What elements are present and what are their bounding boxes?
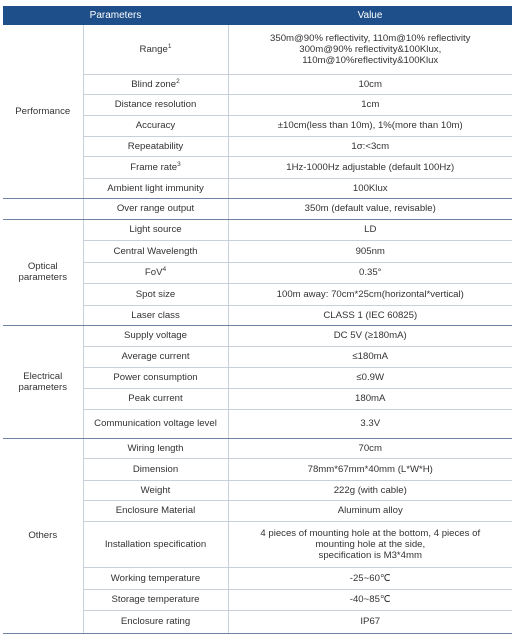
value-cell xyxy=(228,178,512,198)
value-cell xyxy=(228,610,512,633)
value-cell xyxy=(228,589,512,610)
parameter-label: Frame rate xyxy=(130,161,178,173)
parameter-cell xyxy=(83,178,228,198)
value-line: 300m@90% reflectivity&100Klux, xyxy=(299,43,442,55)
parameter-label: Communication voltage level xyxy=(94,418,217,429)
value-line: 1Hz-1000Hz adjustable (default 100Hz) xyxy=(286,161,455,173)
table-body xyxy=(3,25,512,633)
footnote-marker: 1 xyxy=(167,42,172,50)
parameter-cell xyxy=(83,367,228,388)
header-parameters: Parameters xyxy=(3,6,228,25)
parameter-cell xyxy=(83,438,228,458)
value-line: 110m@10%reflectivity&100Klux xyxy=(302,54,439,66)
value-line: 1cm xyxy=(361,99,380,110)
value-line: 100Klux xyxy=(352,182,388,194)
value-line: 350m (default value, revisable) xyxy=(304,203,436,214)
group-label: Performance xyxy=(3,25,83,198)
value-cell xyxy=(228,25,512,74)
parameter-cell xyxy=(83,458,228,480)
value-cell xyxy=(228,198,512,219)
table-row xyxy=(3,219,512,240)
group-label: Others xyxy=(3,438,83,633)
value-line: ≤180mA xyxy=(352,351,389,362)
value-line: 350m@90% reflectivity, 110m@10% reflectivity xyxy=(270,32,471,44)
value-line: 905nm xyxy=(355,245,385,257)
parameter-label: Central Wavelength xyxy=(113,245,198,257)
parameter-cell xyxy=(83,136,228,156)
parameter-cell xyxy=(83,305,228,325)
parameter-cell xyxy=(83,346,228,367)
value-cell xyxy=(228,136,512,156)
value-line: DC 5V (≥180mA) xyxy=(333,330,407,341)
value-line: -40~85℃ xyxy=(349,594,391,605)
parameter-label: Enclosure Material xyxy=(115,505,196,516)
table-row xyxy=(3,198,512,219)
parameter-cell xyxy=(83,589,228,610)
table-header xyxy=(3,6,512,25)
value-line: 3.3V xyxy=(360,418,381,429)
parameter-cell xyxy=(83,94,228,115)
parameter-cell xyxy=(83,409,228,438)
value-line: CLASS 1 (IEC 60825) xyxy=(323,309,418,321)
parameter-label: Wiring length xyxy=(127,442,184,454)
parameter-cell xyxy=(83,219,228,240)
parameter-cell xyxy=(83,74,228,94)
parameter-label: Installation specification xyxy=(104,538,207,550)
parameter-cell xyxy=(83,198,228,219)
parameter-cell xyxy=(83,567,228,589)
parameter-label: Enclosure rating xyxy=(120,616,191,627)
parameter-label: Blind zone xyxy=(131,78,177,90)
parameter-label: Light source xyxy=(129,224,182,235)
parameter-cell xyxy=(83,388,228,409)
value-line: specification is M3*4mm xyxy=(318,549,422,561)
value-cell xyxy=(228,219,512,240)
value-cell xyxy=(228,480,512,500)
group-label: Electrical parameters xyxy=(3,325,83,438)
parameter-cell xyxy=(83,25,228,74)
value-cell xyxy=(228,458,512,480)
parameter-label: Spot size xyxy=(135,288,176,300)
parameter-cell xyxy=(83,325,228,346)
value-line: 78mm*67mm*40mm (L*W*H) xyxy=(307,463,433,475)
value-line: 222g (with cable) xyxy=(333,484,407,496)
parameter-label: Over range output xyxy=(116,203,195,214)
parameter-label: Repeatability xyxy=(127,140,184,152)
footnote-marker: 3 xyxy=(177,160,181,168)
value-line: ±10cm(less than 10m), 1%(more than 10m) xyxy=(277,120,463,131)
parameter-label: Storage temperature xyxy=(111,594,200,605)
value-cell xyxy=(228,325,512,346)
value-line: -25~60℃ xyxy=(349,572,391,584)
value-cell xyxy=(228,156,512,178)
value-line: IP67 xyxy=(360,616,381,627)
parameter-label: Accuracy xyxy=(135,120,176,131)
table-row xyxy=(3,438,512,458)
parameter-label: Distance resolution xyxy=(114,99,197,110)
value-line: 70cm xyxy=(358,442,382,454)
value-line: 0.35° xyxy=(358,267,382,278)
parameter-cell xyxy=(83,610,228,633)
table-row xyxy=(3,25,512,74)
value-cell xyxy=(228,115,512,136)
value-line: ≤0.9W xyxy=(356,372,385,383)
parameter-label: Supply voltage xyxy=(124,330,187,341)
value-cell xyxy=(228,500,512,521)
footnote-marker: 2 xyxy=(176,77,180,85)
value-cell xyxy=(228,388,512,409)
value-cell xyxy=(228,567,512,589)
parameter-cell xyxy=(83,115,228,136)
parameter-label: Laser class xyxy=(131,309,180,321)
value-cell xyxy=(228,240,512,262)
value-cell xyxy=(228,305,512,325)
parameter-label: Peak current xyxy=(128,393,183,404)
parameter-cell xyxy=(83,480,228,500)
value-cell xyxy=(228,94,512,115)
parameter-label: Working temperature xyxy=(110,572,201,584)
parameter-cell xyxy=(83,240,228,262)
value-line: 1σ:<3cm xyxy=(351,140,390,152)
value-cell xyxy=(228,521,512,567)
parameter-cell xyxy=(83,500,228,521)
parameter-cell xyxy=(83,262,228,283)
parameter-cell xyxy=(83,283,228,305)
parameter-cell xyxy=(83,521,228,567)
group-label xyxy=(3,198,83,219)
value-cell xyxy=(228,438,512,458)
value-line: 4 pieces of mounting hole at the bottom, 4 pieces of xyxy=(260,527,481,539)
header-value: Value xyxy=(228,6,512,25)
parameter-label: Power consumption xyxy=(113,372,198,383)
group-label: Optical parameters xyxy=(3,219,83,325)
value-cell xyxy=(228,262,512,283)
value-line: Aluminum alloy xyxy=(337,505,403,516)
value-line: 10cm xyxy=(358,78,382,90)
footnote-marker: 4 xyxy=(162,265,167,273)
value-cell xyxy=(228,74,512,94)
parameter-label: Ambient light immunity xyxy=(107,182,204,194)
parameter-label: FoV xyxy=(144,267,163,278)
parameter-label: Average current xyxy=(121,351,190,362)
value-cell xyxy=(228,409,512,438)
parameter-cell xyxy=(83,156,228,178)
value-line: 180mA xyxy=(355,393,386,404)
parameter-label: Dimension xyxy=(132,463,179,475)
value-cell xyxy=(228,367,512,388)
value-line: mounting hole at the side, xyxy=(315,538,426,550)
parameter-label: Range xyxy=(139,43,168,55)
value-line: LD xyxy=(364,224,377,235)
value-cell xyxy=(228,283,512,305)
table-row xyxy=(3,325,512,346)
parameter-label: Weight xyxy=(140,484,171,496)
value-line: 100m away: 70cm*25cm(horizontal*vertical) xyxy=(276,288,464,300)
spec-table xyxy=(3,6,512,634)
value-cell xyxy=(228,346,512,367)
